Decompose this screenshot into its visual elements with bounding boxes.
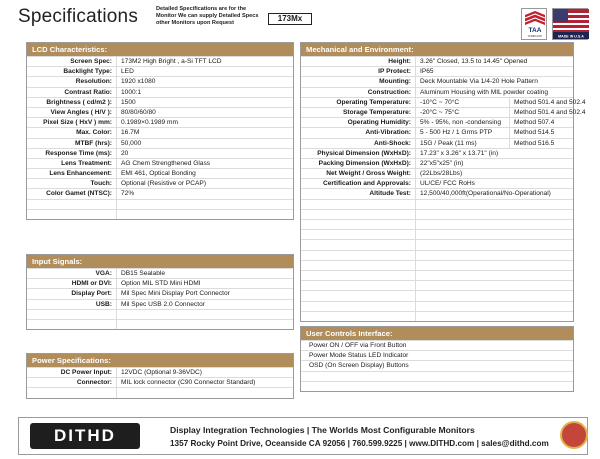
- spec-value: EMI 461, Optical Bonding: [121, 170, 196, 178]
- spec-value: 12,500/40,000ft(Operational/No-Operational): [420, 190, 551, 198]
- spec-row: [27, 299, 293, 309]
- spec-row: [301, 138, 573, 148]
- spec-label: View Angles ( H/V ):: [27, 108, 117, 117]
- spec-value: [117, 200, 293, 209]
- footer-tagline: Display Integration Technologies | The Worlds Most Configurable Monitors: [170, 425, 475, 435]
- spec-row: [301, 87, 573, 97]
- spec-label: Storage Temperature:: [301, 108, 416, 117]
- spec-row: [301, 290, 573, 300]
- spec-label: [301, 240, 416, 249]
- power-specifications-heading: Power Specifications:: [27, 354, 293, 367]
- spec-row: [301, 229, 573, 239]
- spec-row: [27, 76, 293, 86]
- control-item: OSD (On Screen Display) Buttons: [301, 360, 573, 370]
- spec-row: [301, 250, 573, 260]
- mechanical-environment-panel: [300, 42, 586, 322]
- spec-value: [416, 200, 573, 209]
- footer-contact: 1357 Rocky Point Drive, Oceanside CA 92056 | 760.599.9225 | www.DITHD.com | sales@dithd.com: [170, 439, 549, 448]
- spec-row: [27, 367, 293, 377]
- spec-value: [416, 240, 573, 249]
- spec-value: 17.23" x 3.26" x 13.71" (in): [420, 149, 499, 157]
- user-controls-heading: User Controls Interface:: [301, 327, 573, 340]
- usa-flag-icon: [553, 9, 589, 39]
- spec-row: [27, 107, 293, 117]
- spec-label: [301, 261, 416, 270]
- spec-label: VGA:: [27, 269, 117, 278]
- spec-value: [416, 291, 573, 300]
- spec-label: [301, 230, 416, 239]
- spec-row: [27, 97, 293, 107]
- spec-value: 50,000: [121, 139, 142, 147]
- page-title: Specifications: [18, 6, 139, 27]
- spec-value: [416, 271, 573, 280]
- spec-label: Pixel Size ( HxV ) mm:: [27, 118, 117, 127]
- spec-value: [117, 320, 293, 329]
- spec-row: [301, 199, 573, 209]
- spec-value: 173M2 High Bright , a-Si TFT LCD: [121, 58, 222, 65]
- spec-value: Aluminum Housing with MIL powder coating: [420, 88, 549, 96]
- spec-value: 72%: [121, 190, 135, 198]
- spec-value: [416, 261, 573, 270]
- spec-label: Display Port:: [27, 289, 117, 298]
- spec-label: HDMI or DVI:: [27, 279, 117, 288]
- spec-value: 1500: [121, 98, 136, 106]
- spec-label: Anti-Shock:: [301, 139, 416, 148]
- spec-label: Construction:: [301, 88, 416, 97]
- input-signals-panel: [26, 254, 294, 330]
- spec-value: [117, 210, 293, 219]
- lcd-characteristics-panel: [26, 42, 294, 220]
- spec-label: Backlight Type:: [27, 67, 117, 76]
- spec-value: 5 - 500 Hz / 1 Grms PTP: [420, 129, 493, 137]
- spec-label: Response Time (ms):: [27, 149, 117, 158]
- spec-label: Altitude Test:: [301, 189, 416, 198]
- spec-value: 0.1989×0.1989 mm: [121, 119, 179, 127]
- spec-label: Net Weight / Gross Weight:: [301, 169, 416, 178]
- user-controls-panel: [300, 326, 574, 392]
- spec-label: USB:: [27, 300, 117, 309]
- control-item: [301, 371, 573, 381]
- spec-value: IP65: [420, 68, 434, 76]
- spec-row: [301, 148, 573, 158]
- spec-method: Method 501.4 and 502.4: [509, 108, 573, 117]
- spec-row: [301, 117, 573, 127]
- seal-icon: [560, 421, 588, 449]
- spec-label: [301, 251, 416, 260]
- spec-value: DB15 Sealable: [121, 270, 165, 277]
- spec-value: Optional (Resistive or PCAP): [121, 180, 207, 188]
- spec-value: [117, 388, 293, 397]
- spec-row: [27, 319, 293, 329]
- spec-row: [301, 188, 573, 198]
- spec-row: [27, 188, 293, 198]
- dithd-logo: DITHD: [30, 423, 140, 449]
- spec-label: Screen Spec:: [27, 57, 117, 66]
- spec-label: Packing Dimension (WxHxD):: [301, 159, 416, 168]
- svg-text:COMPLIANT: COMPLIANT: [527, 35, 543, 38]
- spec-value: 22"x5"x25" (in): [420, 159, 464, 167]
- spec-row: [27, 148, 293, 158]
- spec-value: Option MIL STD Mini HDMI: [121, 280, 201, 288]
- spec-row: [301, 158, 573, 168]
- spec-note: Detailed Specifications are for the Monitor We can supply Detailed Specs other Monitors upon Request: [156, 6, 259, 26]
- spec-label: Anti-Vibration:: [301, 128, 416, 137]
- spec-row: [301, 178, 573, 188]
- spec-row: [27, 268, 293, 278]
- spec-label: Contrast Ratio:: [27, 88, 117, 97]
- spec-label: Touch:: [27, 179, 117, 188]
- spec-row: [301, 127, 573, 137]
- spec-label: [301, 220, 416, 229]
- svg-text:MADE IN U.S.A: MADE IN U.S.A: [558, 34, 584, 39]
- spec-label: IP Protect:: [301, 67, 416, 76]
- spec-row: [301, 107, 586, 117]
- model-number: 173Mx: [268, 13, 312, 25]
- spec-label: [27, 310, 117, 319]
- spec-label: Max. Color:: [27, 128, 117, 137]
- spec-label: MTBF (hrs):: [27, 139, 117, 148]
- spec-value: [416, 230, 573, 239]
- spec-value: -10°C ~ 70°C: [420, 98, 460, 106]
- spec-row: [301, 76, 573, 86]
- control-item: Power ON / OFF via Front Button: [301, 340, 573, 350]
- spec-value: [117, 310, 293, 319]
- spec-row: [27, 199, 293, 209]
- spec-label: Operating Temperature:: [301, 98, 416, 107]
- spec-row: [27, 309, 293, 319]
- spec-row: [301, 219, 573, 229]
- spec-label: [301, 291, 416, 300]
- spec-row: [301, 239, 573, 249]
- spec-label: Certification and Approvals:: [301, 179, 416, 188]
- spec-row: [301, 56, 573, 66]
- spec-value: [416, 220, 573, 229]
- spec-label: Resolution:: [27, 77, 117, 86]
- spec-value: [416, 251, 573, 260]
- spec-value: [416, 312, 573, 321]
- spec-label: [301, 210, 416, 219]
- spec-label: [301, 281, 416, 290]
- mechanical-environment-heading: Mechanical and Environment:: [301, 43, 573, 56]
- spec-label: Physical Dimension (WxHxD):: [301, 149, 416, 158]
- spec-row: [27, 288, 293, 298]
- spec-value: [416, 302, 573, 311]
- spec-label: [301, 302, 416, 311]
- spec-row: [301, 301, 573, 311]
- spec-row: [27, 168, 293, 178]
- svg-text:TAA: TAA: [528, 27, 542, 34]
- spec-label: Height:: [301, 57, 416, 66]
- spec-label: [27, 210, 117, 219]
- spec-value: (22Lbs/28Lbs): [420, 170, 463, 178]
- spec-value: 1920 x1080: [121, 78, 156, 86]
- spec-row: [27, 66, 293, 76]
- spec-row: [27, 158, 293, 168]
- spec-label: Lens Treatment:: [27, 159, 117, 168]
- spec-value: 1000:1: [121, 88, 142, 96]
- spec-row: [301, 270, 573, 280]
- taa-flag-icon: [522, 9, 548, 39]
- power-specifications-panel: [26, 353, 294, 399]
- spec-label: [301, 312, 416, 321]
- spec-row: [27, 178, 293, 188]
- spec-method: Method 514.5: [509, 128, 573, 137]
- spec-row: [27, 56, 293, 66]
- spec-value: UL/CE/ FCC RoHs: [420, 180, 475, 188]
- spec-label: Mounting:: [301, 77, 416, 86]
- spec-method: Method 501.4 and 502.4: [509, 98, 573, 107]
- spec-row: [301, 280, 573, 290]
- spec-value: LED: [121, 68, 134, 76]
- taa-compliant-badge: [521, 8, 547, 40]
- spec-row: [27, 87, 293, 97]
- spec-method: Method 516.5: [509, 139, 573, 148]
- spec-label: Operating Humidity:: [301, 118, 416, 127]
- spec-value: 20: [121, 149, 129, 157]
- spec-row: [27, 387, 293, 397]
- made-in-usa-badge: [552, 8, 588, 40]
- control-item: [301, 381, 573, 391]
- spec-value: MIL lock connector (C90 Connector Standard): [121, 379, 256, 387]
- spec-label: [27, 388, 117, 397]
- lcd-characteristics-heading: LCD Characteristics:: [27, 43, 293, 56]
- spec-row: [301, 260, 573, 270]
- spec-row: [27, 278, 293, 288]
- spec-label: [27, 200, 117, 209]
- control-item: Power Mode Status LED Indicator: [301, 350, 573, 360]
- spec-value: 12VDC (Optional 9-36VDC): [121, 369, 202, 376]
- spec-value: Mil Spec USB 2.0 Connector: [121, 300, 205, 308]
- spec-value: 80/80/60/80: [121, 108, 156, 116]
- spec-value: 3.26" Closed, 13.5 to 14.45" Opened: [420, 58, 528, 65]
- spec-row: [27, 117, 293, 127]
- spec-value: 5% - 95%, non -condensing: [420, 119, 502, 127]
- spec-label: Color Gamet (NTSC):: [27, 189, 117, 198]
- spec-value: Mil Spec Mini Display Port Connector: [121, 290, 230, 298]
- spec-label: Connector:: [27, 378, 117, 387]
- spec-value: AG Chem Strengthened Glass: [121, 159, 211, 167]
- input-signals-heading: Input Signals:: [27, 255, 293, 268]
- spec-label: [301, 200, 416, 209]
- spec-label: Lens Enhancement:: [27, 169, 117, 178]
- spec-value: 16.7M: [121, 129, 140, 137]
- spec-label: [301, 271, 416, 280]
- spec-row: [27, 127, 293, 137]
- spec-value: Deck Mountable Via 1/4-20 Hole Pattern: [420, 78, 538, 86]
- spec-row: [301, 209, 573, 219]
- spec-row: [27, 138, 293, 148]
- spec-row: [27, 377, 293, 387]
- spec-value: -20°C ~ 75°C: [420, 108, 460, 116]
- spec-row: [301, 66, 573, 76]
- spec-row: [301, 168, 573, 178]
- spec-label: [27, 320, 117, 329]
- spec-row: [301, 97, 586, 107]
- spec-value: 15G / Peak (11 ms): [420, 139, 477, 147]
- spec-value: [416, 281, 573, 290]
- spec-row: [301, 311, 573, 321]
- spec-method: Method 507.4: [509, 118, 573, 127]
- spec-value: [416, 210, 573, 219]
- spec-row: [27, 209, 293, 219]
- spec-label: Brightness ( cd/m2 ):: [27, 98, 117, 107]
- spec-label: DC Power Input:: [27, 368, 117, 377]
